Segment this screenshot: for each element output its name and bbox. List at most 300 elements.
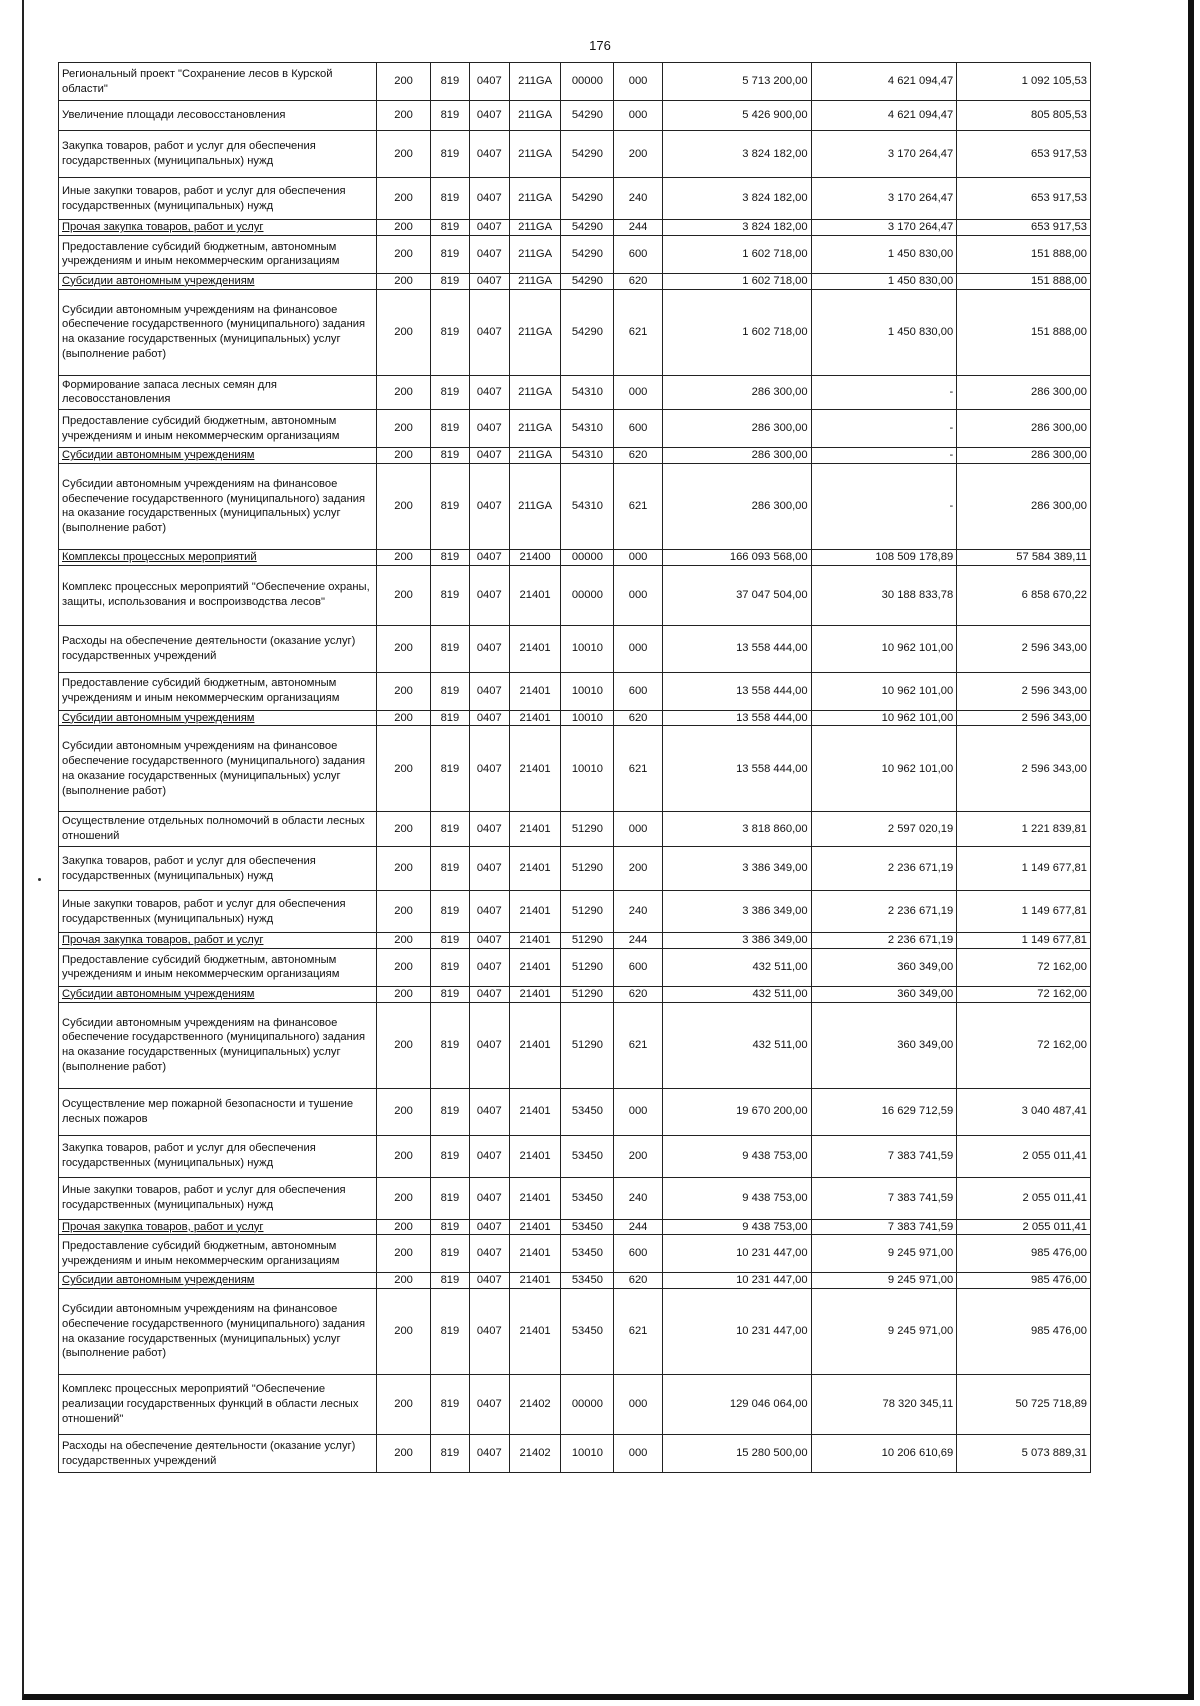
- code-vr: 620: [614, 273, 663, 289]
- amount-approved: 9 438 753,00: [662, 1177, 811, 1219]
- amount-remaining: 151 888,00: [957, 289, 1091, 375]
- code-rzpr: 0407: [469, 812, 509, 847]
- budget-table: [58, 62, 1091, 1473]
- code-rzpr: 0407: [469, 1088, 509, 1135]
- row-name: Субсидии автономным учреждениям на финансовое обеспечение государственного (муниципального) задания на оказание государственных (муниципальных) услуг (выполнение работ): [59, 289, 377, 375]
- table-row: [59, 178, 1091, 220]
- amount-remaining: 72 162,00: [957, 986, 1091, 1002]
- code-rzpr: 0407: [469, 178, 509, 220]
- table-row: [59, 289, 1091, 375]
- code-vr: 600: [614, 235, 663, 273]
- code-rzpr: 0407: [469, 565, 509, 625]
- amount-executed: 9 245 971,00: [811, 1289, 957, 1375]
- code-direction: 53450: [561, 1219, 614, 1235]
- code-program: 211GA: [509, 235, 561, 273]
- code-ved: 819: [431, 933, 470, 949]
- table-row: [59, 1088, 1091, 1135]
- code-program: 21401: [509, 986, 561, 1002]
- code-gr: 200: [377, 178, 431, 220]
- code-gr: 200: [377, 986, 431, 1002]
- code-rzpr: 0407: [469, 1002, 509, 1088]
- code-ved: 819: [431, 63, 470, 101]
- code-gr: 200: [377, 1289, 431, 1375]
- row-name: Субсидии автономным учреждениям: [59, 710, 377, 726]
- table-row: [59, 1219, 1091, 1235]
- code-rzpr: 0407: [469, 101, 509, 131]
- amount-remaining: 286 300,00: [957, 463, 1091, 549]
- amount-remaining: 2 596 343,00: [957, 726, 1091, 812]
- code-program: 21401: [509, 847, 561, 891]
- amount-remaining: 57 584 389,11: [957, 549, 1091, 565]
- code-direction: 54290: [561, 273, 614, 289]
- code-program: 21402: [509, 1375, 561, 1435]
- amount-approved: 5 713 200,00: [662, 63, 811, 101]
- row-name: Закупка товаров, работ и услуг для обеспечения государственных (муниципальных) нужд: [59, 847, 377, 891]
- code-vr: 621: [614, 1002, 663, 1088]
- code-ved: 819: [431, 672, 470, 710]
- code-direction: 53450: [561, 1235, 614, 1273]
- code-rzpr: 0407: [469, 410, 509, 448]
- table-row: [59, 1375, 1091, 1435]
- amount-executed: 360 349,00: [811, 986, 957, 1002]
- row-name: Субсидии автономным учреждениям на финансовое обеспечение государственного (муниципального) задания на оказание государственных (муниципальных) услуг (выполнение работ): [59, 1289, 377, 1375]
- code-program: 21401: [509, 1273, 561, 1289]
- amount-executed: 9 245 971,00: [811, 1273, 957, 1289]
- budget-table-body: [59, 63, 1091, 1473]
- code-gr: 200: [377, 220, 431, 236]
- amount-executed: 360 349,00: [811, 948, 957, 986]
- code-direction: 54290: [561, 101, 614, 131]
- amount-executed: 10 962 101,00: [811, 710, 957, 726]
- code-ved: 819: [431, 220, 470, 236]
- table-row: [59, 847, 1091, 891]
- code-rzpr: 0407: [469, 131, 509, 178]
- amount-executed: 108 509 178,89: [811, 549, 957, 565]
- amount-executed: 7 383 741,59: [811, 1135, 957, 1177]
- code-vr: 621: [614, 1289, 663, 1375]
- amount-remaining: 286 300,00: [957, 375, 1091, 410]
- code-gr: 200: [377, 1219, 431, 1235]
- code-program: 211GA: [509, 448, 561, 464]
- code-vr: 620: [614, 710, 663, 726]
- row-name: Субсидии автономным учреждениям на финансовое обеспечение государственного (муниципального) задания на оказание государственных (муниципальных) услуг (выполнение работ): [59, 1002, 377, 1088]
- page-number: 176: [589, 38, 611, 53]
- code-gr: 200: [377, 710, 431, 726]
- code-rzpr: 0407: [469, 948, 509, 986]
- code-program: 21401: [509, 948, 561, 986]
- amount-approved: 9 438 753,00: [662, 1219, 811, 1235]
- code-ved: 819: [431, 1135, 470, 1177]
- code-vr: 240: [614, 891, 663, 933]
- code-ved: 819: [431, 375, 470, 410]
- code-direction: 54290: [561, 235, 614, 273]
- code-rzpr: 0407: [469, 375, 509, 410]
- code-vr: 000: [614, 63, 663, 101]
- code-gr: 200: [377, 375, 431, 410]
- table-row: [59, 710, 1091, 726]
- amount-executed: 4 621 094,47: [811, 63, 957, 101]
- row-name: Субсидии автономным учреждениям: [59, 273, 377, 289]
- code-program: 21401: [509, 1289, 561, 1375]
- amount-remaining: 985 476,00: [957, 1289, 1091, 1375]
- amount-remaining: 72 162,00: [957, 948, 1091, 986]
- amount-remaining: 985 476,00: [957, 1235, 1091, 1273]
- amount-remaining: 50 725 718,89: [957, 1375, 1091, 1435]
- code-rzpr: 0407: [469, 847, 509, 891]
- code-ved: 819: [431, 1088, 470, 1135]
- code-ved: 819: [431, 565, 470, 625]
- code-vr: 000: [614, 565, 663, 625]
- code-rzpr: 0407: [469, 1375, 509, 1435]
- code-gr: 200: [377, 812, 431, 847]
- code-gr: 200: [377, 625, 431, 672]
- code-gr: 200: [377, 289, 431, 375]
- amount-remaining: 2 596 343,00: [957, 625, 1091, 672]
- code-vr: 000: [614, 1375, 663, 1435]
- code-direction: 53450: [561, 1088, 614, 1135]
- amount-remaining: 653 917,53: [957, 131, 1091, 178]
- row-name: Предоставление субсидий бюджетным, автономным учреждениям и иным некоммерческим организациям: [59, 410, 377, 448]
- code-ved: 819: [431, 812, 470, 847]
- code-vr: 600: [614, 410, 663, 448]
- code-direction: 10010: [561, 672, 614, 710]
- row-name: Комплексы процессных мероприятий: [59, 549, 377, 565]
- amount-executed: 360 349,00: [811, 1002, 957, 1088]
- code-rzpr: 0407: [469, 891, 509, 933]
- row-name: Субсидии автономным учреждениям на финансовое обеспечение государственного (муниципального) задания на оказание государственных (муниципальных) услуг (выполнение работ): [59, 726, 377, 812]
- amount-executed: -: [811, 375, 957, 410]
- amount-remaining: 805 805,53: [957, 101, 1091, 131]
- row-name: Комплекс процессных мероприятий "Обеспечение реализации государственных функций в области лесных отношений": [59, 1375, 377, 1435]
- code-vr: 620: [614, 1273, 663, 1289]
- code-direction: 54290: [561, 220, 614, 236]
- code-gr: 200: [377, 1235, 431, 1273]
- code-direction: 54310: [561, 448, 614, 464]
- code-gr: 200: [377, 448, 431, 464]
- amount-approved: 10 231 447,00: [662, 1273, 811, 1289]
- table-row: [59, 63, 1091, 101]
- code-program: 211GA: [509, 375, 561, 410]
- amount-remaining: 653 917,53: [957, 220, 1091, 236]
- amount-executed: 10 962 101,00: [811, 625, 957, 672]
- code-rzpr: 0407: [469, 986, 509, 1002]
- amount-executed: 3 170 264,47: [811, 220, 957, 236]
- code-gr: 200: [377, 101, 431, 131]
- table-row: [59, 410, 1091, 448]
- amount-approved: 3 386 349,00: [662, 847, 811, 891]
- table-row: [59, 948, 1091, 986]
- amount-approved: 129 046 064,00: [662, 1375, 811, 1435]
- code-direction: 54290: [561, 289, 614, 375]
- code-vr: 200: [614, 847, 663, 891]
- code-gr: 200: [377, 948, 431, 986]
- row-name: Иные закупки товаров, работ и услуг для обеспечения государственных (муниципальных) нужд: [59, 891, 377, 933]
- code-direction: 51290: [561, 812, 614, 847]
- code-vr: 621: [614, 289, 663, 375]
- amount-approved: 13 558 444,00: [662, 726, 811, 812]
- amount-approved: 3 824 182,00: [662, 220, 811, 236]
- code-gr: 200: [377, 235, 431, 273]
- code-program: 21400: [509, 549, 561, 565]
- amount-remaining: 2 055 011,41: [957, 1135, 1091, 1177]
- code-direction: 54310: [561, 375, 614, 410]
- amount-approved: 13 558 444,00: [662, 710, 811, 726]
- code-gr: 200: [377, 1088, 431, 1135]
- table-row: [59, 1235, 1091, 1273]
- code-rzpr: 0407: [469, 1435, 509, 1473]
- amount-approved: 286 300,00: [662, 375, 811, 410]
- amount-executed: 16 629 712,59: [811, 1088, 957, 1135]
- code-vr: 240: [614, 1177, 663, 1219]
- code-gr: 200: [377, 847, 431, 891]
- code-direction: 00000: [561, 1375, 614, 1435]
- code-vr: 200: [614, 1135, 663, 1177]
- code-ved: 819: [431, 1289, 470, 1375]
- table-row: [59, 101, 1091, 131]
- row-name: Предоставление субсидий бюджетным, автономным учреждениям и иным некоммерческим организациям: [59, 1235, 377, 1273]
- code-gr: 200: [377, 1135, 431, 1177]
- code-gr: 200: [377, 1375, 431, 1435]
- code-program: 21401: [509, 1219, 561, 1235]
- code-vr: 244: [614, 1219, 663, 1235]
- code-ved: 819: [431, 1273, 470, 1289]
- code-gr: 200: [377, 891, 431, 933]
- code-ved: 819: [431, 273, 470, 289]
- amount-remaining: 1 092 105,53: [957, 63, 1091, 101]
- code-ved: 819: [431, 101, 470, 131]
- row-name: Комплекс процессных мероприятий "Обеспечение охраны, защиты, использования и воспроизводства лесов": [59, 565, 377, 625]
- scan-speck: [38, 878, 41, 881]
- code-program: 21402: [509, 1435, 561, 1473]
- row-name: Формирование запаса лесных семян для лесовосстановления: [59, 375, 377, 410]
- code-ved: 819: [431, 131, 470, 178]
- amount-approved: 10 231 447,00: [662, 1289, 811, 1375]
- code-direction: 54290: [561, 131, 614, 178]
- row-name: Региональный проект "Сохранение лесов в Курской области": [59, 63, 377, 101]
- amount-approved: 5 426 900,00: [662, 101, 811, 131]
- row-name: Увеличение площади лесовосстановления: [59, 101, 377, 131]
- amount-executed: 7 383 741,59: [811, 1177, 957, 1219]
- code-ved: 819: [431, 847, 470, 891]
- code-rzpr: 0407: [469, 1177, 509, 1219]
- code-rzpr: 0407: [469, 1219, 509, 1235]
- amount-approved: 9 438 753,00: [662, 1135, 811, 1177]
- amount-remaining: 72 162,00: [957, 1002, 1091, 1088]
- amount-remaining: 1 149 677,81: [957, 847, 1091, 891]
- row-name: Иные закупки товаров, работ и услуг для обеспечения государственных (муниципальных) нужд: [59, 178, 377, 220]
- code-vr: 000: [614, 375, 663, 410]
- table-row: [59, 1273, 1091, 1289]
- code-program: 21401: [509, 891, 561, 933]
- amount-approved: 166 093 568,00: [662, 549, 811, 565]
- amount-approved: 3 386 349,00: [662, 933, 811, 949]
- amount-executed: -: [811, 448, 957, 464]
- amount-approved: 15 280 500,00: [662, 1435, 811, 1473]
- code-direction: 10010: [561, 625, 614, 672]
- amount-remaining: 1 149 677,81: [957, 933, 1091, 949]
- code-rzpr: 0407: [469, 220, 509, 236]
- row-name: Прочая закупка товаров, работ и услуг: [59, 1219, 377, 1235]
- code-program: 21401: [509, 1235, 561, 1273]
- table-row: [59, 273, 1091, 289]
- code-ved: 819: [431, 463, 470, 549]
- code-rzpr: 0407: [469, 235, 509, 273]
- code-gr: 200: [377, 1273, 431, 1289]
- table-row: [59, 1135, 1091, 1177]
- code-ved: 819: [431, 1177, 470, 1219]
- table-row: [59, 549, 1091, 565]
- code-gr: 200: [377, 273, 431, 289]
- amount-approved: 286 300,00: [662, 410, 811, 448]
- code-vr: 000: [614, 101, 663, 131]
- table-row: [59, 131, 1091, 178]
- amount-remaining: 151 888,00: [957, 235, 1091, 273]
- table-row: [59, 1002, 1091, 1088]
- amount-remaining: 985 476,00: [957, 1273, 1091, 1289]
- amount-remaining: 2 055 011,41: [957, 1177, 1091, 1219]
- table-row: [59, 220, 1091, 236]
- code-program: 21401: [509, 710, 561, 726]
- code-program: 21401: [509, 933, 561, 949]
- code-direction: 53450: [561, 1177, 614, 1219]
- amount-approved: 432 511,00: [662, 1002, 811, 1088]
- code-program: 211GA: [509, 220, 561, 236]
- amount-executed: 4 621 094,47: [811, 101, 957, 131]
- code-vr: 000: [614, 625, 663, 672]
- code-gr: 200: [377, 131, 431, 178]
- amount-executed: 2 236 671,19: [811, 933, 957, 949]
- code-program: 21401: [509, 726, 561, 812]
- code-rzpr: 0407: [469, 289, 509, 375]
- code-program: 211GA: [509, 131, 561, 178]
- table-row: [59, 235, 1091, 273]
- code-gr: 200: [377, 1435, 431, 1473]
- code-program: 211GA: [509, 101, 561, 131]
- table-row: [59, 1289, 1091, 1375]
- code-direction: 54310: [561, 463, 614, 549]
- row-name: Расходы на обеспечение деятельности (оказание услуг) государственных учреждений: [59, 625, 377, 672]
- code-ved: 819: [431, 410, 470, 448]
- row-name: Субсидии автономным учреждениям: [59, 986, 377, 1002]
- table-row: [59, 375, 1091, 410]
- code-vr: 000: [614, 549, 663, 565]
- table-row: [59, 1177, 1091, 1219]
- table-row: [59, 986, 1091, 1002]
- code-program: 21401: [509, 812, 561, 847]
- code-rzpr: 0407: [469, 1135, 509, 1177]
- row-name: Прочая закупка товаров, работ и услуг: [59, 220, 377, 236]
- code-direction: 51290: [561, 986, 614, 1002]
- code-vr: 620: [614, 986, 663, 1002]
- code-ved: 819: [431, 178, 470, 220]
- amount-approved: 13 558 444,00: [662, 625, 811, 672]
- table-row: [59, 891, 1091, 933]
- row-name: Субсидии автономным учреждениям: [59, 1273, 377, 1289]
- amount-executed: -: [811, 463, 957, 549]
- code-ved: 819: [431, 235, 470, 273]
- code-direction: 51290: [561, 847, 614, 891]
- row-name: Закупка товаров, работ и услуг для обеспечения государственных (муниципальных) нужд: [59, 1135, 377, 1177]
- row-name: Осуществление мер пожарной безопасности и тушение лесных пожаров: [59, 1088, 377, 1135]
- amount-approved: 1 602 718,00: [662, 273, 811, 289]
- amount-approved: 286 300,00: [662, 463, 811, 549]
- amount-remaining: 286 300,00: [957, 448, 1091, 464]
- code-vr: 600: [614, 1235, 663, 1273]
- row-name: Предоставление субсидий бюджетным, автономным учреждениям и иным некоммерческим организациям: [59, 235, 377, 273]
- code-ved: 819: [431, 625, 470, 672]
- amount-executed: 2 236 671,19: [811, 847, 957, 891]
- code-gr: 200: [377, 726, 431, 812]
- code-direction: 00000: [561, 565, 614, 625]
- code-ved: 819: [431, 891, 470, 933]
- table-row: [59, 448, 1091, 464]
- amount-executed: -: [811, 410, 957, 448]
- code-rzpr: 0407: [469, 549, 509, 565]
- code-direction: 00000: [561, 63, 614, 101]
- code-ved: 819: [431, 710, 470, 726]
- code-gr: 200: [377, 1002, 431, 1088]
- code-direction: 00000: [561, 549, 614, 565]
- row-name: Расходы на обеспечение деятельности (оказание услуг) государственных учреждений: [59, 1435, 377, 1473]
- code-vr: 600: [614, 948, 663, 986]
- code-rzpr: 0407: [469, 625, 509, 672]
- code-rzpr: 0407: [469, 463, 509, 549]
- code-gr: 200: [377, 1177, 431, 1219]
- code-rzpr: 0407: [469, 710, 509, 726]
- code-program: 211GA: [509, 410, 561, 448]
- code-rzpr: 0407: [469, 1273, 509, 1289]
- code-ved: 819: [431, 948, 470, 986]
- code-ved: 819: [431, 1002, 470, 1088]
- amount-remaining: 1 149 677,81: [957, 891, 1091, 933]
- code-gr: 200: [377, 672, 431, 710]
- table-row: [59, 672, 1091, 710]
- code-direction: 10010: [561, 1435, 614, 1473]
- code-rzpr: 0407: [469, 1235, 509, 1273]
- amount-remaining: 2 596 343,00: [957, 710, 1091, 726]
- code-direction: 51290: [561, 948, 614, 986]
- table-row: [59, 463, 1091, 549]
- amount-approved: 37 047 504,00: [662, 565, 811, 625]
- amount-executed: 1 450 830,00: [811, 235, 957, 273]
- amount-executed: 30 188 833,78: [811, 565, 957, 625]
- code-ved: 819: [431, 289, 470, 375]
- row-name: Субсидии автономным учреждениям: [59, 448, 377, 464]
- code-rzpr: 0407: [469, 273, 509, 289]
- code-program: 21401: [509, 625, 561, 672]
- code-program: 211GA: [509, 463, 561, 549]
- amount-approved: 432 511,00: [662, 986, 811, 1002]
- row-name: Субсидии автономным учреждениям на финансовое обеспечение государственного (муниципального) задания на оказание государственных (муниципальных) услуг (выполнение работ): [59, 463, 377, 549]
- code-direction: 54310: [561, 410, 614, 448]
- amount-remaining: 3 040 487,41: [957, 1088, 1091, 1135]
- code-rzpr: 0407: [469, 1289, 509, 1375]
- code-gr: 200: [377, 565, 431, 625]
- code-ved: 819: [431, 986, 470, 1002]
- code-program: 21401: [509, 1177, 561, 1219]
- code-vr: 600: [614, 672, 663, 710]
- code-program: 211GA: [509, 289, 561, 375]
- amount-executed: 3 170 264,47: [811, 131, 957, 178]
- amount-approved: 19 670 200,00: [662, 1088, 811, 1135]
- amount-approved: 1 602 718,00: [662, 289, 811, 375]
- code-ved: 819: [431, 1435, 470, 1473]
- amount-approved: 3 824 182,00: [662, 178, 811, 220]
- code-vr: 000: [614, 1088, 663, 1135]
- amount-approved: 3 818 860,00: [662, 812, 811, 847]
- table-row: [59, 1435, 1091, 1473]
- row-name: Прочая закупка товаров, работ и услуг: [59, 933, 377, 949]
